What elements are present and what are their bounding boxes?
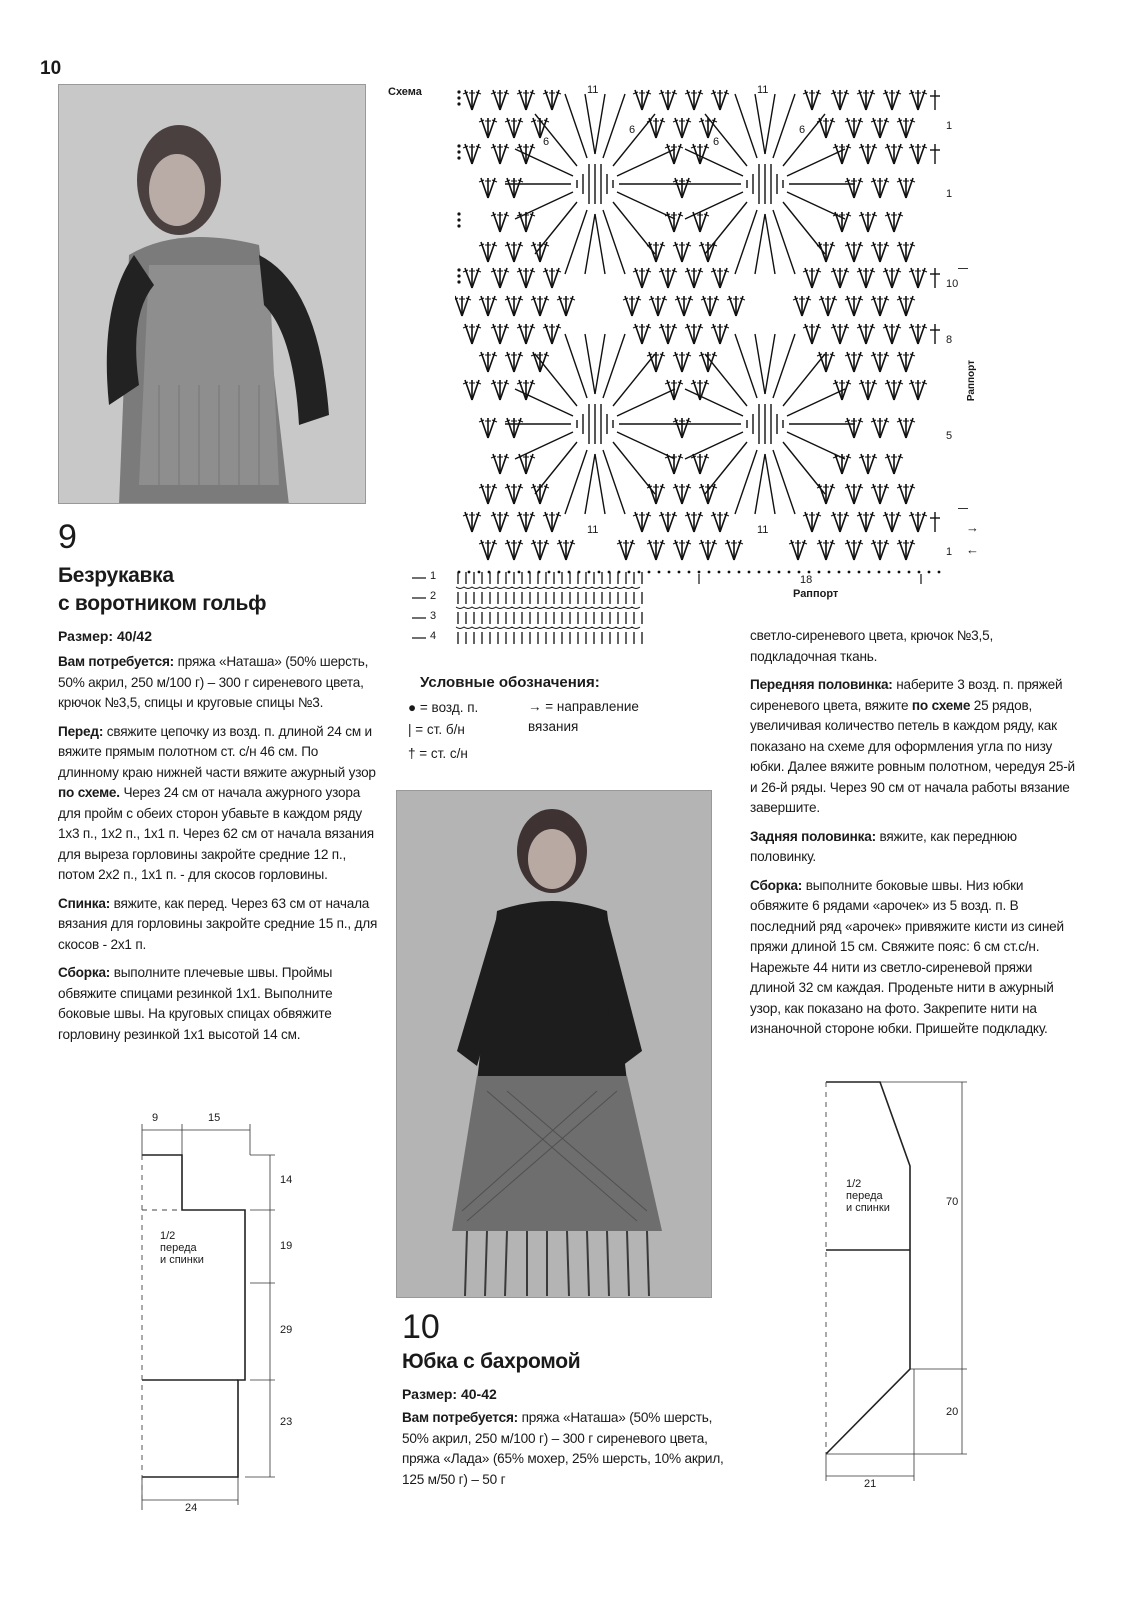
legend-title: Условные обозначения: xyxy=(420,674,600,691)
start-row-number: 1 xyxy=(430,570,437,582)
legend xyxy=(408,674,708,767)
legend-sc: | = ст. б/н xyxy=(408,722,465,737)
rapport-marker xyxy=(958,268,968,269)
dim-r1: 14 xyxy=(280,1174,293,1186)
project10-assembly: Сборка: выполните боковые швы. Низ юбки обвяжите 6 рядами «арочек» из 5 возд. п. В последний ряд «арочек» привяжите кисти из синей пряжи длиной 15 см. Свяжите пояс: 6 см ст.с/н. Нарежьте 44 нити из светло-сиреневой пряжи длиной 32 см каждая. Проденьте нити в ажурный узор, как показано на фото. Закрепите нити на изнаночной стороне юбки. Пришейте подкладку. xyxy=(750,877,1064,1036)
project9-back: Спинка: вяжите, как перед. Через 63 см от начала вязания для горловины закройте средние 15 п., для скосов - 2х1 п. xyxy=(58,895,378,952)
dim-top-right: 15 xyxy=(208,1112,221,1124)
direction-arrow-left-icon: ← xyxy=(966,542,979,557)
project9-title-line2: с воротником гольф xyxy=(58,592,267,615)
dim-r4: 23 xyxy=(280,1416,293,1428)
start-row-number: 2 xyxy=(430,590,437,602)
direction-arrow-right-icon: → xyxy=(966,520,979,535)
rapport-side-label: Раппорт xyxy=(966,360,977,402)
pattern-label: 1/2 переда и спинки xyxy=(846,1178,890,1214)
project10-back: Задняя половинка: вяжите, как переднюю половинку. xyxy=(750,828,1017,864)
dim-r2: 19 xyxy=(280,1240,293,1252)
arrow-symbol-icon: → xyxy=(528,699,542,714)
bar-symbol-icon: | xyxy=(408,722,412,737)
fan-count: 6 xyxy=(799,124,806,136)
fan-count: 6 xyxy=(713,136,720,148)
center-count-bottom-2: 11 xyxy=(757,524,769,536)
project10-title: Юбка с бахромой xyxy=(402,1350,581,1373)
dim-bottom: 24 xyxy=(185,1502,198,1514)
dim-r2: 20 xyxy=(946,1406,959,1418)
model-figure-icon xyxy=(59,85,366,504)
rapport-count: 18 xyxy=(800,574,813,586)
crochet-chart xyxy=(455,84,945,584)
chart-start-rows xyxy=(412,566,662,646)
center-count-top: 11 xyxy=(587,84,599,96)
legend-direction: → = направление вязания xyxy=(528,699,639,734)
start-row-number: 4 xyxy=(430,630,437,642)
legend-chain: ● = возд. п. xyxy=(408,700,479,715)
dim-r1: 70 xyxy=(946,1196,959,1208)
fan-count: 6 xyxy=(629,124,636,136)
rapport-marker xyxy=(958,508,968,509)
row-number: 1 xyxy=(946,188,953,200)
row-number: 1 xyxy=(946,120,953,132)
project10-size: Размер: 40-42 xyxy=(402,1386,497,1402)
photo-fringe-skirt xyxy=(396,790,712,1298)
dot-symbol-icon: ● xyxy=(408,700,417,715)
cross-symbol-icon: † xyxy=(408,746,416,761)
start-row-number: 3 xyxy=(430,610,437,622)
project10-pattern-diagram xyxy=(810,1076,990,1506)
row-number: 10 xyxy=(946,278,959,290)
project9-materials: Вам потребуется: пряжа «Наташа» (50% шерсть, 50% акрил, 250 м/100 г) – 300 г сиреневого цвета, крючок №3,5, спицы и круговые спицы №3. xyxy=(58,654,369,710)
project9-number: 9 xyxy=(58,518,77,556)
project10-number: 10 xyxy=(402,1308,440,1346)
project9-title-line1: Безрукавка xyxy=(58,564,174,587)
dim-r3: 29 xyxy=(280,1324,293,1336)
row-number: 5 xyxy=(946,430,953,442)
legend-dc: † = ст. с/н xyxy=(408,746,468,761)
row-number: 8 xyxy=(946,334,953,346)
project9-pattern-diagram xyxy=(130,1110,310,1514)
pattern-label: 1/2 переда и спинки xyxy=(160,1230,204,1266)
project9-front: Перед: свяжите цепочку из возд. п. длиной 24 см и вяжите прямым полотном ст. с/н 46 см. По длинному краю нижней части вяжите ажурный узор по схеме. Через 24 см от начала ажурного узора для пройм с обеих сторон убавьте в каждом ряду 1х3 п., 1х2 п., 1х1 п. Через 62 см от начала вязания для выреза горловины закройте средние 12 п., потом 2х2 п., 1х1 п. - для скосов горловины. xyxy=(58,723,376,882)
page-number: 10 xyxy=(40,58,62,79)
scheme-label: Схема xyxy=(388,86,422,98)
photo-sleeveless-top xyxy=(58,84,366,504)
project10-front: Передняя половинка: наберите 3 возд. п. пряжей сиреневого цвета, вяжите по схеме 25 рядов, увеличивая количество петель в каждом ряду, как показано на схеме для оформления угла по низу юбки. Далее вяжите ровным полотном, чередуя 25-й и 26-й ряды. Через 90 см от начала работы вязание завершите. xyxy=(750,677,1075,815)
dim-top-left: 9 xyxy=(152,1112,159,1124)
model-figure-icon xyxy=(397,791,712,1298)
project10-materials-cont: светло-сиреневого цвета, крючок №3,5, подкладочная ткань. xyxy=(750,628,994,664)
project9-assembly: Сборка: выполните плечевые швы. Проймы обвяжите спицами резинкой 1х1. Выполните боковые швы. На круговых спицах обвяжите горловину резинкой 1х1 высотой 14 см. xyxy=(58,965,333,1042)
project9-size: Размер: 40/42 xyxy=(58,628,153,644)
rapport-bottom-label: Раппорт xyxy=(793,588,839,600)
center-count-top-2: 11 xyxy=(757,84,769,96)
project10-materials: Вам потребуется: пряжа «Наташа» (50% шерсть, 50% акрил, 250 м/100 г) – 300 г сиреневого цвета, пряжа «Лада» (65% мохер, 25% шерсть, 10% акрил, 125 м/50 г) – 50 г xyxy=(402,1410,724,1487)
dim-bottom: 21 xyxy=(864,1478,877,1490)
row-number: 1 xyxy=(946,546,953,558)
fan-count: 6 xyxy=(543,136,550,148)
center-count-bottom: 11 xyxy=(587,524,599,536)
